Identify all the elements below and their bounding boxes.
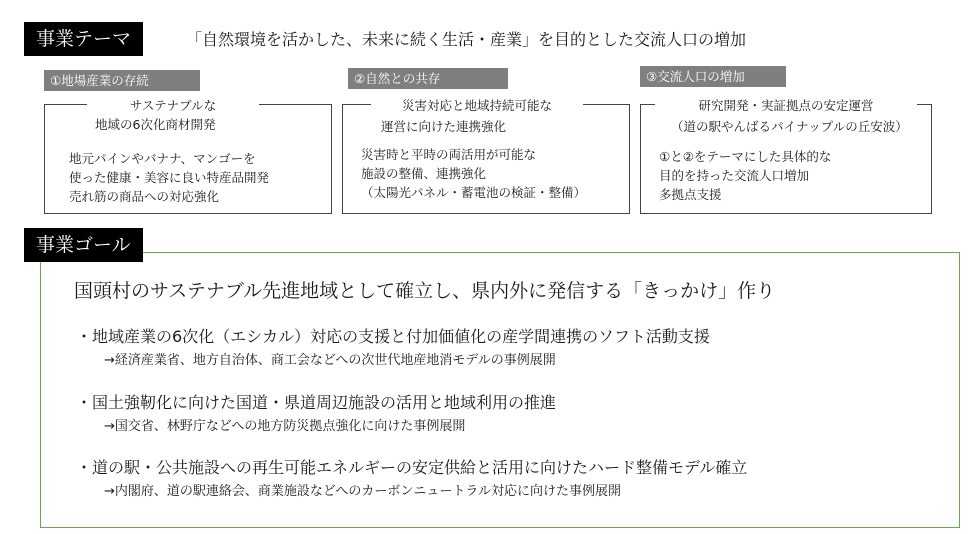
pillar-heading-2	[371, 96, 583, 116]
pillar-heading-line: 災害対応と地域持続可能な	[401, 98, 552, 113]
pillar-body-line: ①と②をテーマにした具体的な	[659, 149, 832, 164]
pillar-body-line: 目的を持った交流人口増加	[659, 168, 810, 183]
pillar-body-line: 使った健康・美容に良い特産品開発	[69, 170, 270, 185]
pillar-heading-line-2: （道の駅やんばるパイナップルの丘安波）	[671, 119, 908, 134]
goal-sub-2: →国交省、林野庁などへの地方防災拠点強化に向けた事例展開	[104, 419, 466, 434]
pillar-body-2	[361, 145, 586, 202]
pillar-body-line: 地元パインやバナナ、マンゴーを	[69, 151, 256, 166]
goal-label: 事業ゴール	[24, 228, 143, 262]
goal-main: 国頭村のサステナブル先進地域として確立し、県内外に発信する「きっかけ」作り	[74, 280, 776, 302]
pillar-heading-line: サステナブルな	[129, 98, 217, 113]
goal-sub-3: →内閣府、道の駅連絡会、商業施設などへのカーボンニュートラル対応に向けた事例展開	[104, 484, 621, 499]
pillar-tag-2: ②自然との共存	[348, 68, 508, 89]
pillar-body-1	[69, 149, 269, 206]
pillar-heading-line: 研究開発・実証拠点の安定運営	[698, 98, 874, 113]
goal-sub-1: →経済産業省、地方自治体、商工会などへの次世代地産地消モデルの事例展開	[104, 353, 556, 368]
pillar-box-2	[342, 98, 630, 214]
pillar-body-line: 災害時と平時の両活用が可能な	[361, 147, 537, 162]
pillar-heading-line-2: 運営に向けた連携強化	[381, 119, 507, 134]
pillar-box-3	[640, 98, 932, 214]
pillar-body-line: 多拠点支援	[659, 187, 722, 202]
pillar-body-3	[659, 147, 831, 204]
pillar-body-line: 施設の整備、連携強化	[361, 166, 487, 181]
pillar-body-line: 売れ筋の商品への対応強化	[69, 189, 220, 204]
goal-item-2: ・国土強靭化に向けた国道・県道周辺施設の活用と地域利用の推進	[76, 393, 557, 412]
pillar-tag-1: ①地場産業の存続	[44, 70, 200, 91]
theme-label: 事業テーマ	[24, 22, 143, 56]
pillar-body-line: （太陽光パネル・蓄電池の検証・整備）	[361, 185, 587, 200]
pillar-heading-3	[655, 96, 917, 116]
pillar-tag-3: ③交流人口の増加	[640, 66, 786, 87]
goal-item-1: ・地域産業の6次化（エシカル）対応の支援と付加価値化の産学間連携のソフト活動支援	[76, 327, 710, 346]
pillar-box-1	[44, 98, 332, 214]
goal-item-3: ・道の駅・公共施設への再生可能エネルギーの安定供給と活用に向けたハード整備モデル確立	[76, 458, 748, 477]
theme-title: 「自然環境を活かした、未来に続く生活・産業」を目的とした交流人口の増加	[186, 30, 747, 49]
pillar-heading-1	[87, 96, 259, 116]
pillar-heading-line-2: 地域の6次化商材開発	[95, 117, 216, 132]
